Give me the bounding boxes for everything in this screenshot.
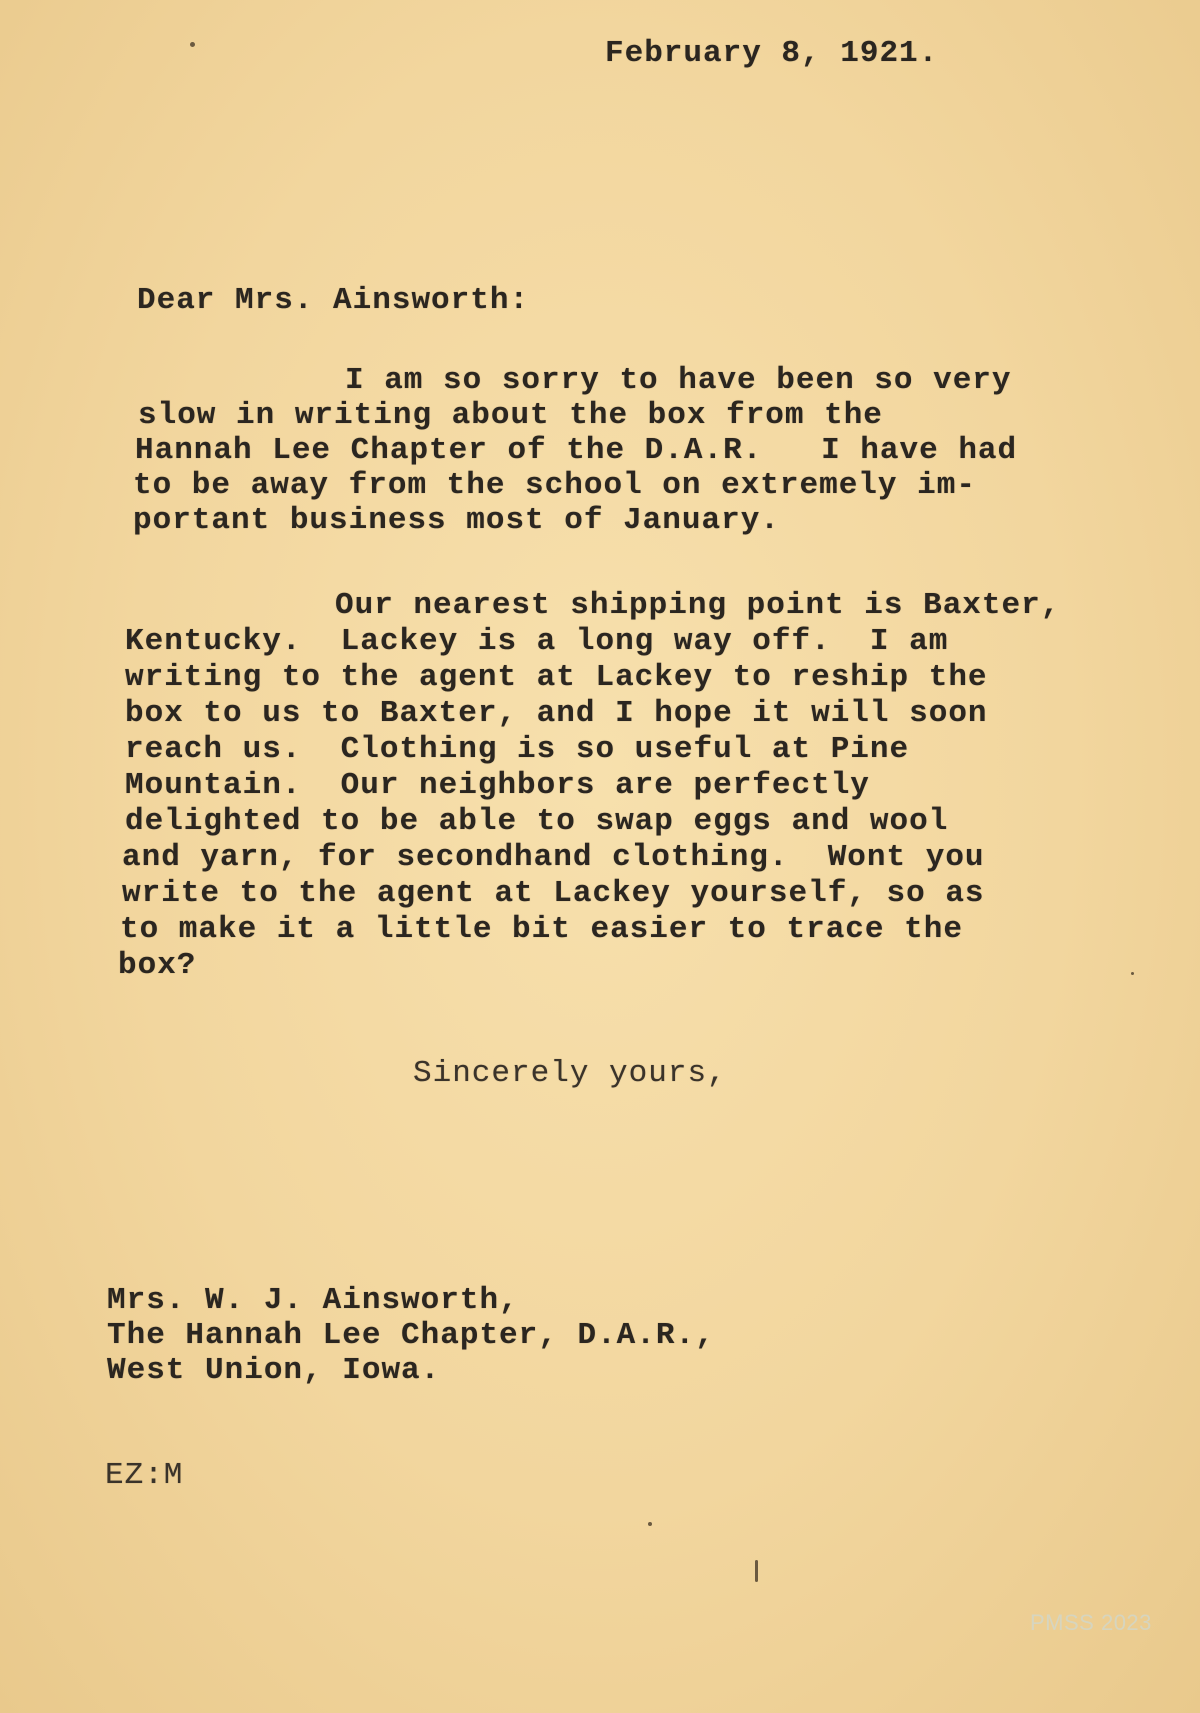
complimentary-close: Sincerely yours, xyxy=(413,1056,727,1091)
paper-speck xyxy=(648,1522,652,1526)
paragraph-2-line: Mountain. Our neighbors are perfectly xyxy=(125,768,870,803)
address-line: Mrs. W. J. Ainsworth, xyxy=(107,1283,519,1318)
paragraph-2-line: Kentucky. Lackey is a long way off. I am xyxy=(125,624,949,659)
address-line: West Union, Iowa. xyxy=(107,1353,441,1388)
paper-speck xyxy=(755,1560,758,1582)
paper-speck xyxy=(1131,972,1134,975)
paragraph-2-line: reach us. Clothing is so useful at Pine xyxy=(125,732,910,767)
paragraph-1-line: Hannah Lee Chapter of the D.A.R. I have had xyxy=(135,433,1018,468)
archive-watermark: PMSS 2023 xyxy=(1030,1610,1152,1635)
letter-date: February 8, 1921. xyxy=(605,36,939,71)
paper-speck xyxy=(190,42,195,47)
paragraph-1-line: portant business most of January. xyxy=(133,503,780,538)
paragraph-1-line: to be away from the school on extremely im- xyxy=(133,468,976,503)
paragraph-2-line: to make it a little bit easier to trace the xyxy=(120,912,963,947)
salutation: Dear Mrs. Ainsworth: xyxy=(137,283,530,318)
paragraph-2-line: Our nearest shipping point is Baxter, xyxy=(335,588,1061,623)
paragraph-1-line: I am so sorry to have been so very xyxy=(345,363,1012,398)
paragraph-2-line: delighted to be able to swap eggs and wool xyxy=(125,804,949,839)
paragraph-1-line: slow in writing about the box from the xyxy=(138,398,883,433)
paragraph-2-line: writing to the agent at Lackey to reship the xyxy=(125,660,988,695)
address-line: The Hannah Lee Chapter, D.A.R., xyxy=(107,1318,715,1353)
paragraph-2-line: box to us to Baxter, and I hope it will soon xyxy=(125,696,988,731)
paragraph-2-line: and yarn, for secondhand clothing. Wont you xyxy=(122,840,985,875)
paragraph-2-line: box? xyxy=(118,948,197,983)
paragraph-2-line: write to the agent at Lackey yourself, so as xyxy=(122,876,985,911)
typist-initials: EZ:M xyxy=(105,1458,184,1493)
